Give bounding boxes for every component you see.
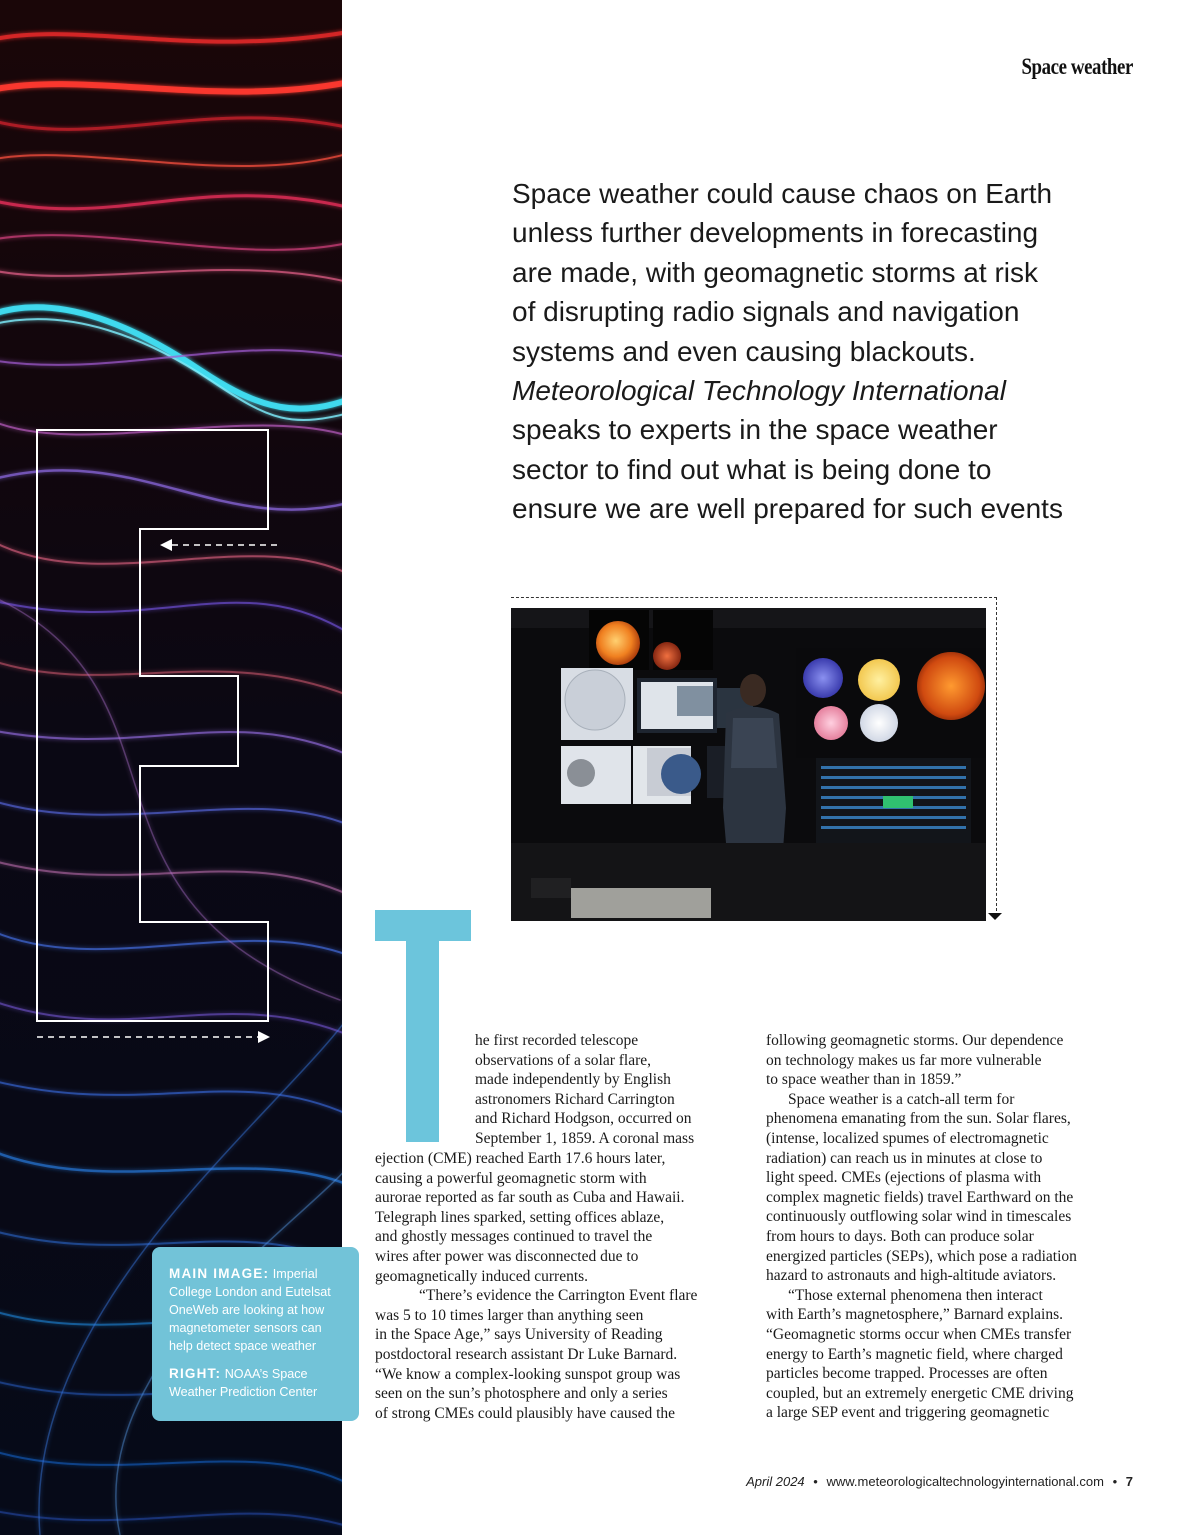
body-line: and ghostly messages continued to travel the — [375, 1228, 653, 1246]
body-line: “We know a complex-looking sunspot group was — [375, 1365, 681, 1383]
article-col2 — [766, 1031, 1128, 1423]
body-line: Space weather is a catch-all term for — [788, 1090, 1015, 1108]
footer-separator: • — [1112, 1474, 1118, 1489]
body-line: “Those external phenomena then interact — [788, 1286, 1043, 1304]
section-title: Space weather — [1021, 54, 1133, 79]
caption-label: RIGHT: — [169, 1366, 222, 1381]
body-line: astronomers Richard Carrington — [475, 1090, 675, 1108]
image-caption-box — [152, 1247, 359, 1421]
article-col1 — [375, 1149, 745, 1423]
dropcap-t — [375, 910, 471, 1142]
body-line: in the Space Age,” says University of Reading — [375, 1326, 663, 1344]
issue-date: April 2024 — [746, 1474, 805, 1489]
body-line: to space weather than in 1859.” — [766, 1071, 962, 1089]
body-line: with Earth’s magnetosphere,” Barnard explains. — [766, 1306, 1063, 1324]
dropcap-stem — [406, 910, 439, 1142]
standfirst-line: ensure we are well prepared for such events — [512, 493, 1063, 525]
right-image-caption — [169, 1365, 347, 1401]
caption-text: help detect space weather — [169, 1339, 317, 1353]
standfirst-line: speaks to experts in the space weather — [512, 414, 998, 446]
body-line: postdoctoral research assistant Dr Luke Barnard. — [375, 1345, 678, 1363]
caption-label: MAIN IMAGE: — [169, 1266, 270, 1281]
article-col1-intro — [475, 1031, 745, 1149]
body-line: continuously outflowing solar wind in timescales — [766, 1208, 1072, 1226]
body-line: energy to Earth’s magnetic field, where charged — [766, 1345, 1063, 1363]
body-line: geomagnetically induced currents. — [375, 1267, 589, 1285]
standfirst-line: Space weather could cause chaos on Earth — [512, 178, 1053, 209]
page-footer — [746, 1474, 1133, 1489]
body-line: phenomena emanating from the sun. Solar flares, — [766, 1110, 1071, 1128]
body-line: following geomagnetic storms. Our dependence — [766, 1032, 1064, 1049]
body-line: particles become trapped. Processes are often — [766, 1365, 1048, 1383]
page-number: 7 — [1125, 1474, 1133, 1489]
body-line: Telegraph lines sparked, setting offices ablaze, — [375, 1208, 665, 1226]
body-line: he first recorded telescope — [475, 1032, 639, 1049]
body-line: was 5 to 10 times larger than anything seen — [375, 1306, 644, 1324]
body-line: and Richard Hodgson, occurred on — [475, 1110, 692, 1128]
standfirst-line: are made, with geomagnetic storms at risk — [512, 256, 1038, 288]
arrow-down-icon — [988, 913, 1002, 920]
body-line: “Geomagnetic storms occur when CMEs transfer — [766, 1325, 1072, 1343]
body-line: on technology makes us far more vulnerable — [766, 1051, 1042, 1069]
body-line: from hours to days. Both can produce solar — [766, 1227, 1034, 1245]
standfirst — [512, 174, 1112, 529]
caption-text: magnetometer sensors can — [169, 1321, 322, 1335]
body-line: ejection (CME) reached Earth 17.6 hours later, — [375, 1150, 666, 1167]
body-line: complex magnetic fields) travel Earthward on the — [766, 1188, 1074, 1206]
body-line: observations of a solar flare, — [475, 1051, 652, 1069]
publication-name: Meteorological Technology International — [512, 375, 1006, 407]
body-line: September 1, 1859. A coronal mass — [475, 1129, 695, 1147]
main-image-caption — [169, 1265, 347, 1355]
standfirst-line: unless further developments in forecasting — [512, 217, 1039, 249]
body-line: hazard to astronauts and high-altitude aviators. — [766, 1267, 1057, 1285]
body-line: coupled, but an extremely energetic CME driving — [766, 1384, 1074, 1402]
body-line: radiation) can reach us in minutes at close to — [766, 1149, 1043, 1167]
body-line: energized particles (SEPs), which pose a radiation — [766, 1247, 1077, 1265]
body-line: of strong CMEs could plausibly have caused the — [375, 1404, 676, 1422]
noaa-control-room-photo — [511, 608, 986, 921]
footer-separator: • — [813, 1474, 818, 1489]
body-line: aurorae reported as far south as Cuba and Hawaii. — [375, 1189, 685, 1207]
caption-text: OneWeb are looking at how — [169, 1303, 325, 1317]
standfirst-line: sector to find out what is being done to — [512, 453, 992, 485]
body-line: (intense, localized spumes of electromagnetic — [766, 1129, 1049, 1147]
body-line: made independently by English — [475, 1071, 671, 1089]
caption-text: NOAA’s Space — [224, 1367, 308, 1381]
body-line: seen on the sun’s photosphere and only a series — [375, 1385, 668, 1403]
body-line: causing a powerful geomagnetic storm with — [375, 1169, 647, 1187]
website-url[interactable]: www.meteorologicaltechnologyinternational.com — [826, 1474, 1104, 1489]
standfirst-line: systems and even causing blackouts. — [512, 335, 976, 367]
body-line: “There’s evidence the Carrington Event flare — [419, 1287, 698, 1305]
body-line: a large SEP event and triggering geomagnetic — [766, 1404, 1050, 1422]
caption-text: Imperial — [272, 1267, 318, 1281]
body-line: wires after power was disconnected due to — [375, 1247, 639, 1265]
caption-text: College London and Eutelsat — [169, 1285, 331, 1299]
standfirst-line: of disrupting radio signals and navigation — [512, 296, 1020, 328]
caption-text: Weather Prediction Center — [169, 1385, 318, 1399]
body-line: light speed. CMEs (ejections of plasma with — [766, 1169, 1042, 1187]
